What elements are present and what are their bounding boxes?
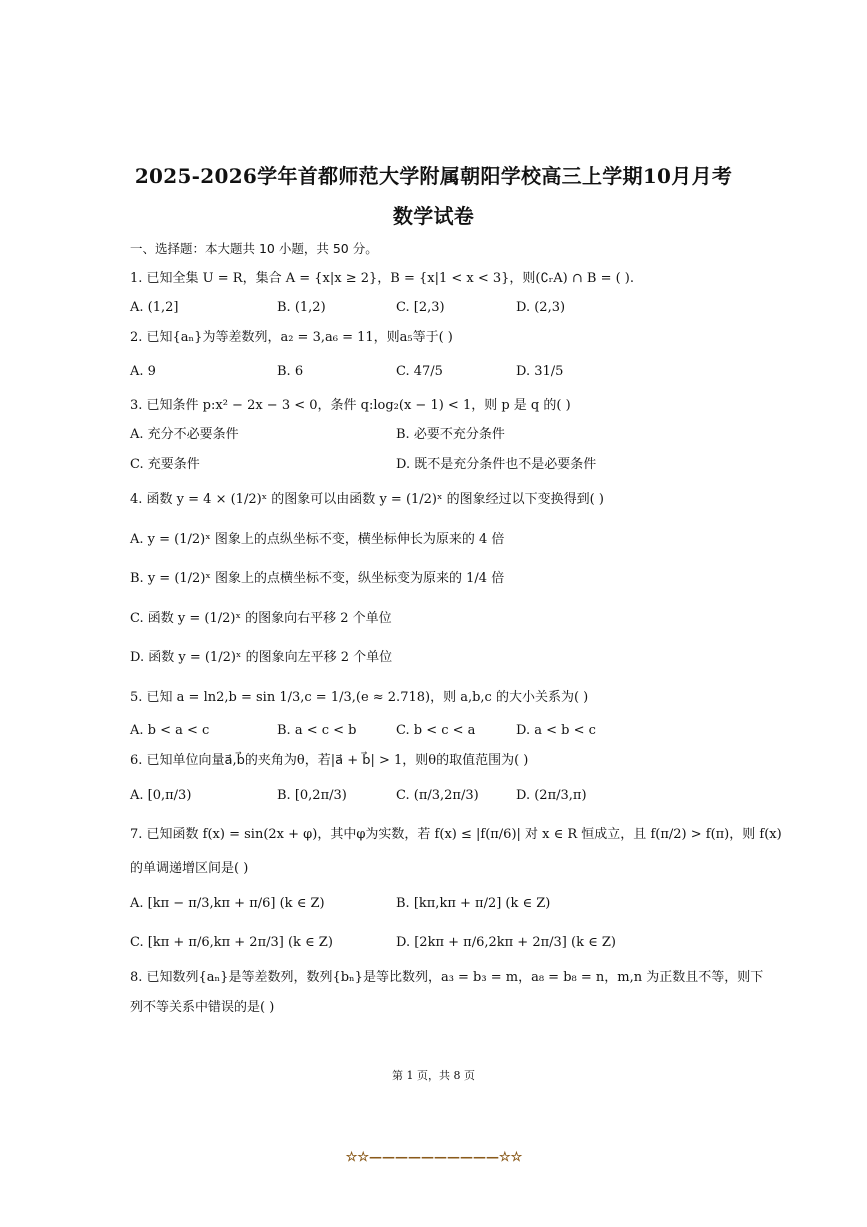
question-8-stem-cont: 列不等关系中错误的是( ) <box>130 1000 275 1015</box>
question-7-stem: 7. 已知函数 f(x) = sin(2x + φ)，其中φ为实数，若 f(x) ≤ |f(π/6)| 对 x ∈ R 恒成立，且 f(π/2) > f(π)，则 f(x) <box>130 827 782 842</box>
q4-option-b: B. y = (1/2)ˣ 图象上的点横坐标不变，纵坐标变为原来的 1/4 倍 <box>130 571 505 586</box>
q4-option-d: D. 函数 y = (1/2)ˣ 的图象向左平移 2 个单位 <box>130 650 393 665</box>
q7-option-d: D. [2kπ + π/6,2kπ + 2π/3] (k ∈ Z) <box>396 935 616 950</box>
q6-option-d: D. (2π/3,π) <box>516 788 587 803</box>
q2-option-b: B. 6 <box>277 364 304 379</box>
section-heading: 一、选择题：本大题共 10 小题，共 50 分。 <box>130 241 378 256</box>
question-1-stem: 1. 已知全集 U = R，集合 A = {x|x ≥ 2}，B = {x|1 < x < 3}，则(∁ᵣA) ∩ B = ( ). <box>130 271 635 286</box>
q3-option-a: A. 充分不必要条件 <box>130 427 239 442</box>
question-2-stem: 2. 已知{aₙ}为等差数列，a₂ = 3,a₆ = 11，则a₅等于( ) <box>130 330 453 345</box>
q6-option-a: A. [0,π/3) <box>130 788 192 803</box>
q3-option-b: B. 必要不充分条件 <box>396 427 505 442</box>
footer-decoration <box>326 1150 542 1170</box>
q5-option-d: D. a < b < c <box>516 723 596 738</box>
question-8-stem: 8. 已知数列{aₙ}是等差数列，数列{bₙ}是等比数列，a₃ = b₃ = m，a₈ = b₈ = n，m,n 为正数且不等，则下 <box>130 970 764 985</box>
q7-option-b: B. [kπ,kπ + π/2] (k ∈ Z) <box>396 896 551 911</box>
q5-option-b: B. a < c < b <box>277 723 357 738</box>
q2-option-d: D. 31/5 <box>516 364 564 379</box>
question-7-stem-cont: 的单调递增区间是( ) <box>130 861 249 876</box>
exam-title: 2025-2026学年首都师范大学附属朝阳学校高三上学期10月月考 <box>134 164 733 188</box>
q1-option-c: C. [2,3) <box>396 300 445 315</box>
q1-option-a: A. (1,2] <box>130 300 179 315</box>
page-number: 第 1 页，共 8 页 <box>392 1069 475 1082</box>
q7-option-c: C. [kπ + π/6,kπ + 2π/3] (k ∈ Z) <box>130 935 333 950</box>
q7-option-a: A. [kπ − π/3,kπ + π/6] (k ∈ Z) <box>130 896 325 911</box>
q2-option-c: C. 47/5 <box>396 364 443 379</box>
q4-option-a: A. y = (1/2)ˣ 图象上的点纵坐标不变，横坐标伸长为原来的 4 倍 <box>130 532 505 547</box>
q2-option-a: A. 9 <box>130 364 156 379</box>
q6-option-b: B. [0,2π/3) <box>277 788 347 803</box>
q3-option-c: C. 充要条件 <box>130 457 200 472</box>
q1-option-b: B. (1,2) <box>277 300 326 315</box>
exam-subtitle: 数学试卷 <box>392 204 475 228</box>
question-3-stem: 3. 已知条件 p:x² − 2x − 3 < 0，条件 q:log₂(x − 1) < 1，则 p 是 q 的( ) <box>130 398 571 413</box>
q4-option-c: C. 函数 y = (1/2)ˣ 的图象向右平移 2 个单位 <box>130 611 392 626</box>
q3-option-d: D. 既不是充分条件也不是必要条件 <box>396 457 597 472</box>
question-4-stem: 4. 函数 y = 4 × (1/2)ˣ 的图象可以由函数 y = (1/2)ˣ 的图象经过以下变换得到( ) <box>130 492 604 507</box>
q1-option-d: D. (2,3) <box>516 300 566 315</box>
question-6-stem: 6. 已知单位向量a⃗,b⃗的夹角为θ，若|a⃗ + b⃗| > 1，则θ的取值范围为( ) <box>130 753 529 768</box>
q6-option-c: C. (π/3,2π/3) <box>396 788 479 803</box>
q5-option-a: A. b < a < c <box>130 723 210 738</box>
footer-decoration-text: ☆☆——————————☆☆ <box>345 1150 523 1165</box>
question-5-stem: 5. 已知 a = ln2,b = sin 1/3,c = 1/3,(e ≈ 2.718)，则 a,b,c 的大小关系为( ) <box>130 690 589 705</box>
q5-option-c: C. b < c < a <box>396 723 476 738</box>
